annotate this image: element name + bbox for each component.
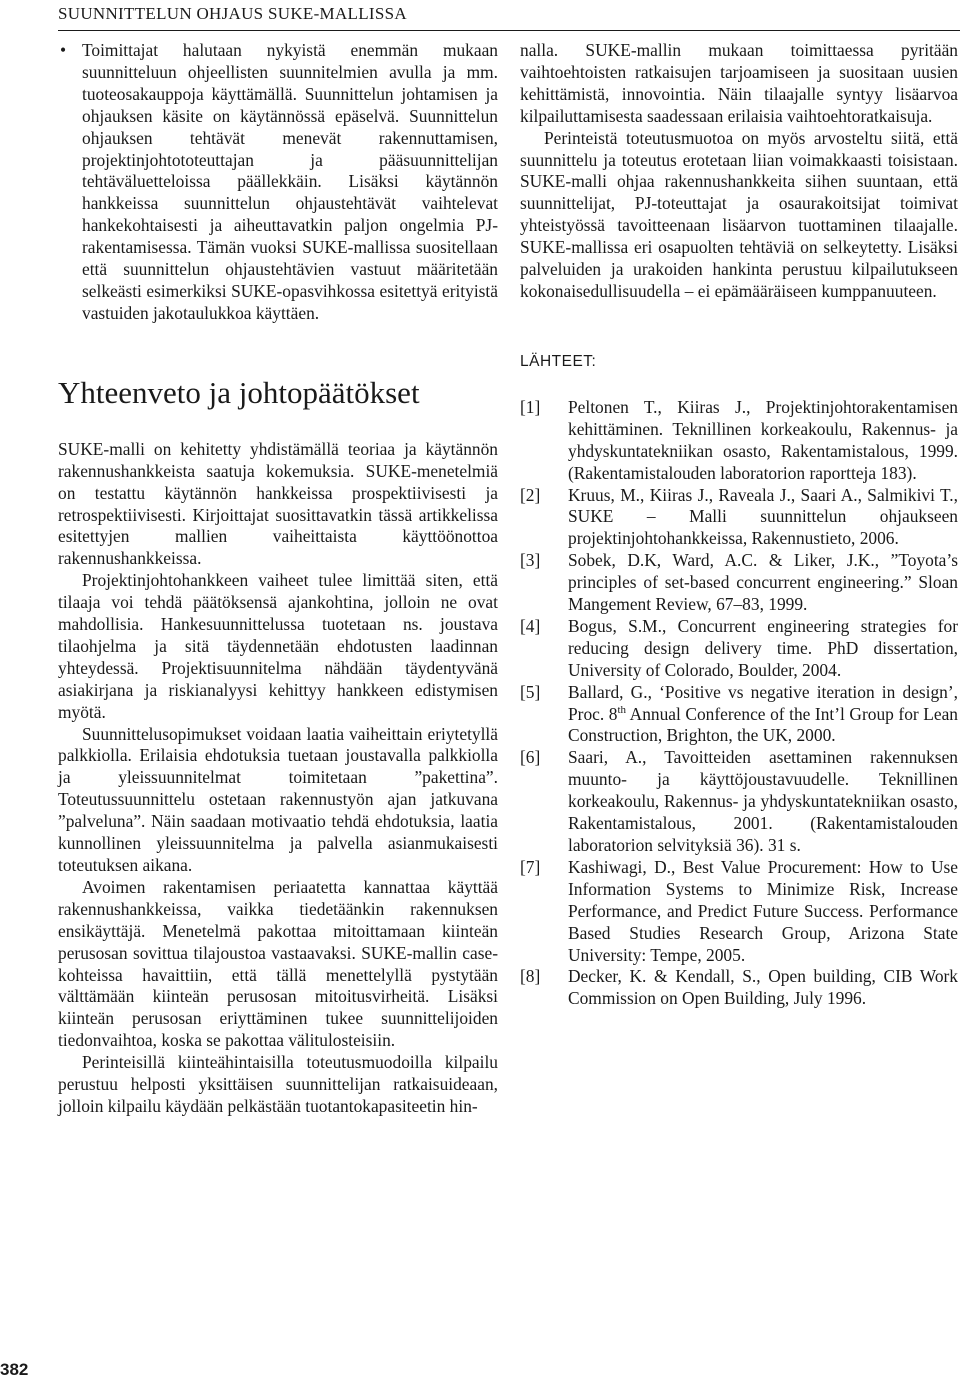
reference-item: [520, 857, 958, 967]
reference-number: [3]: [520, 550, 541, 571]
bullet-marker: •: [60, 40, 67, 60]
reference-item: [520, 616, 958, 682]
bullet-text: Toimittajat halutaan nykyistä enemmän mukaan suunnitteluun ohjeellisten suunnitelmien avulla ja mm. tuoteosakauppoja käyttämällä. Suunnittelun johtamisen ja ohjauksen käsite on käytännössä epäselvä. Suunnittelun ohjauksen tehtävät menevät rakennuttamisen, projektinjohtototeuttajan ja pääsuunnittelijan tehtäväluetteloissa päällekkäin. Lisäksi käytännön hankkeissa suunnittelun ohjaustehtävät vaihtelevat hankekohtaisesti ja aiheuttavatkin paljon ongelmia PJ-rakentamisessa. Tämän vuoksi SUKE-mallissa suositellaan että suunnittelun ohjaustehtävien vastuut määritetään selkeästi esimerkiksi SUKE-opasvihkossa esitettyä erityistä vastuiden jakotaulukkoa käyttäen.: [82, 40, 498, 323]
reference-text-part: Ballard, G., ‘Positive vs negative iteration in design’, Proc. 8: [568, 681, 958, 724]
left-column: [58, 40, 498, 1118]
right-column: [520, 40, 958, 1010]
reference-number: [2]: [520, 484, 541, 505]
reference-text-part: Annual Conference of the Int’l Group for Lean Construction, Brighton, the UK, 2000.: [568, 703, 958, 746]
reference-number: [7]: [520, 856, 541, 877]
reference-item: [520, 682, 958, 748]
references-heading: LÄHTEET:: [520, 352, 597, 370]
reference-text: Peltonen T., Kiiras J., Projektinjohtorakentamisen kehittäminen. Teknillinen korkeakoulu, Rakennus- ja yhdyskuntatekniikan osasto, Rakentamistalous, 1999. (Rakentamistalouden laboratorion raportteja 183).: [568, 396, 958, 483]
reference-item: [520, 966, 958, 1010]
references-list: [520, 397, 958, 1010]
paragraph: Avoimen rakentamisen periaatetta kannattaa käyttää rakennushankkeissa, vaikka tiedetäänkin rakennuksen ensikäyttäjä. Menetelmä pakottaa mitoittamaan kiinteän perusosan sovittua tilajoustoa vastaavaksi. SUKE-mallin case-kohteissa havaittiin, että tällä menettelyllä pystytään välttämään kiinteän perusosan mitoitusvirheitä. Lisäksi kiinteän perusosan eriyttäminen tukee suunnittelijoiden tiedonvaihtoa, koska se pakottaa välitulosteisiin.: [58, 876, 498, 1051]
paragraph: nalla. SUKE-mallin mukaan toimittaessa pyritään vaihtoehtoisten ratkaisujen tarjoamiseen ja suositaan uusien kehittämistä, innovointia. Näin tilaajalle syntyy lisäarvoa kilpailuttamisesta saadessaan erilaisia vaihtoehtoratkaisuja.: [520, 40, 958, 126]
reference-text: Saari, A., Tavoitteiden asettaminen rakennuksen muunto- ja käyttöjoustavuudelle. Teknillinen korkeakoulu, Rakennus- ja yhdyskuntatekniikan osasto, Rakentamistalous, 2001. (Rakentamistalouden laboratorion selvityksiä 36). 31 s.: [568, 747, 958, 855]
reference-item: [520, 397, 958, 485]
reference-text: Kruus, M., Kiiras J., Raveala J., Saari A., Salmikivi T., SUKE – Malli suunnittelun ohjaukseen projektinjohtohankkeissa, Rakennustieto, 2006.: [568, 484, 958, 549]
reference-item: [520, 747, 958, 857]
paragraph: SUKE-malli on kehitetty yhdistämällä teoriaa ja käytännön rakennushankkeista saatuja kokemuksia. SUKE-menetelmiä on testattu käytännön hankkeissa prospektiivisesti ja retrospektiivisesti. Kirjoittajat suosittavatkin tässä artikkelissa esitettyjen mallien vaiheittaista käyttöönottoa rakennushankkeissa.: [58, 438, 498, 569]
reference-text: Kashiwagi, D., Best Value Procurement: How to Use Information Systems to Minimize Risk, Increase Performance, and Predict Future Success. Performance Based Studies Research Group, Arizona State University: Tempe, 2005.: [568, 856, 958, 965]
bullet-list-item: [58, 40, 498, 325]
paragraph: Perinteisillä kiinteähintaisilla toteutusmuodoilla kilpailu perustuu helposti yksittäisen suunnittelijan ratkaisuideaan, jolloin kilpailu käydään pelkästään tuotantokapasiteetin hin-: [58, 1052, 498, 1116]
running-header: SUUNNITTELUN OHJAUS SUKE-MALLISSA: [58, 4, 407, 23]
reference-text: Sobek, D.K, Ward, A.C. & Liker, J.K., ”Toyota’s principles of set-based concurrent engineering.” Sloan Mangement Review, 67–83, 1999.: [568, 550, 958, 615]
reference-item: [520, 485, 958, 551]
page-number: 382: [0, 1360, 29, 1379]
reference-number: [5]: [520, 681, 541, 702]
reference-number: [8]: [520, 966, 541, 987]
reference-number: [4]: [520, 615, 541, 636]
header-rule: [58, 30, 960, 31]
section-heading: Yhteenveto ja johtopäätökset: [58, 374, 420, 410]
paragraph: Projektinjohtohankkeen vaiheet tulee limittää siten, että tilaaja voi tehdä päätöksensä ajankohtina, jolloin ne ovat mahdollisia. Hankesuunnittelussa tuotetaan ns. joustava tilaohjelma ja sitä täydennetään ehdotusten laadinnan yhteydessä. Projektisuunnitelma nähdään täydentyvänä asiakirjana ja riskianalyysi kehittyy hankkeen edistymisen myötä.: [58, 570, 498, 722]
paragraph: Perinteistä toteutusmuotoa on myös arvosteltu siitä, että suunnittelu ja toteutus erotetaan liian voimakkaasti toisistaan. SUKE-malli ohjaa rakennushankkeita siihen suuntaan, että suunnittelijat, PJ-toteuttajat ja osaurakoitsijat toimivat yhteistyössä tavoitteenaan lisäarvon tuottaminen tilaajalle. SUKE-mallissa eri osapuolten tehtäviä on selkeytetty. Lisäksi palveluiden ja urakoiden hankinta perustuu kilpailutukseen kokonaisedullisuudella – ei epämääräiseen kumppanuuteen.: [520, 127, 958, 301]
paragraph: Suunnittelusopimukset voidaan laatia vaiheittain eriytetyllä palkkiolla. Erilaisia ehdotuksia tuetaan joustavalla palkkiolla ja yleissuunnitelmat toimitetaan ”pakettina”. Toteutussuunnittelu ostetaan rakennustyön ajan jatkuvana ”palveluna”. Näin saadaan motivaatio tehdä ehdotuksia, laatia kunnollinen yleissuunnitelma ja palvella asianmukaisesti toteutuksen aikana.: [58, 723, 498, 875]
reference-text: Bogus, S.M., Concurrent engineering strategies for reducing design delivery time. PhD dissertation, University of Colorado, Boulder, 2004.: [568, 615, 958, 680]
reference-number: [6]: [520, 747, 541, 768]
ordinal-superscript: th: [617, 703, 627, 716]
reference-text: Decker, K. & Kendall, S., Open building, CIB Work Commission on Open Building, July 1996.: [568, 966, 958, 1009]
reference-item: [520, 550, 958, 616]
reference-number: [1]: [520, 396, 541, 417]
